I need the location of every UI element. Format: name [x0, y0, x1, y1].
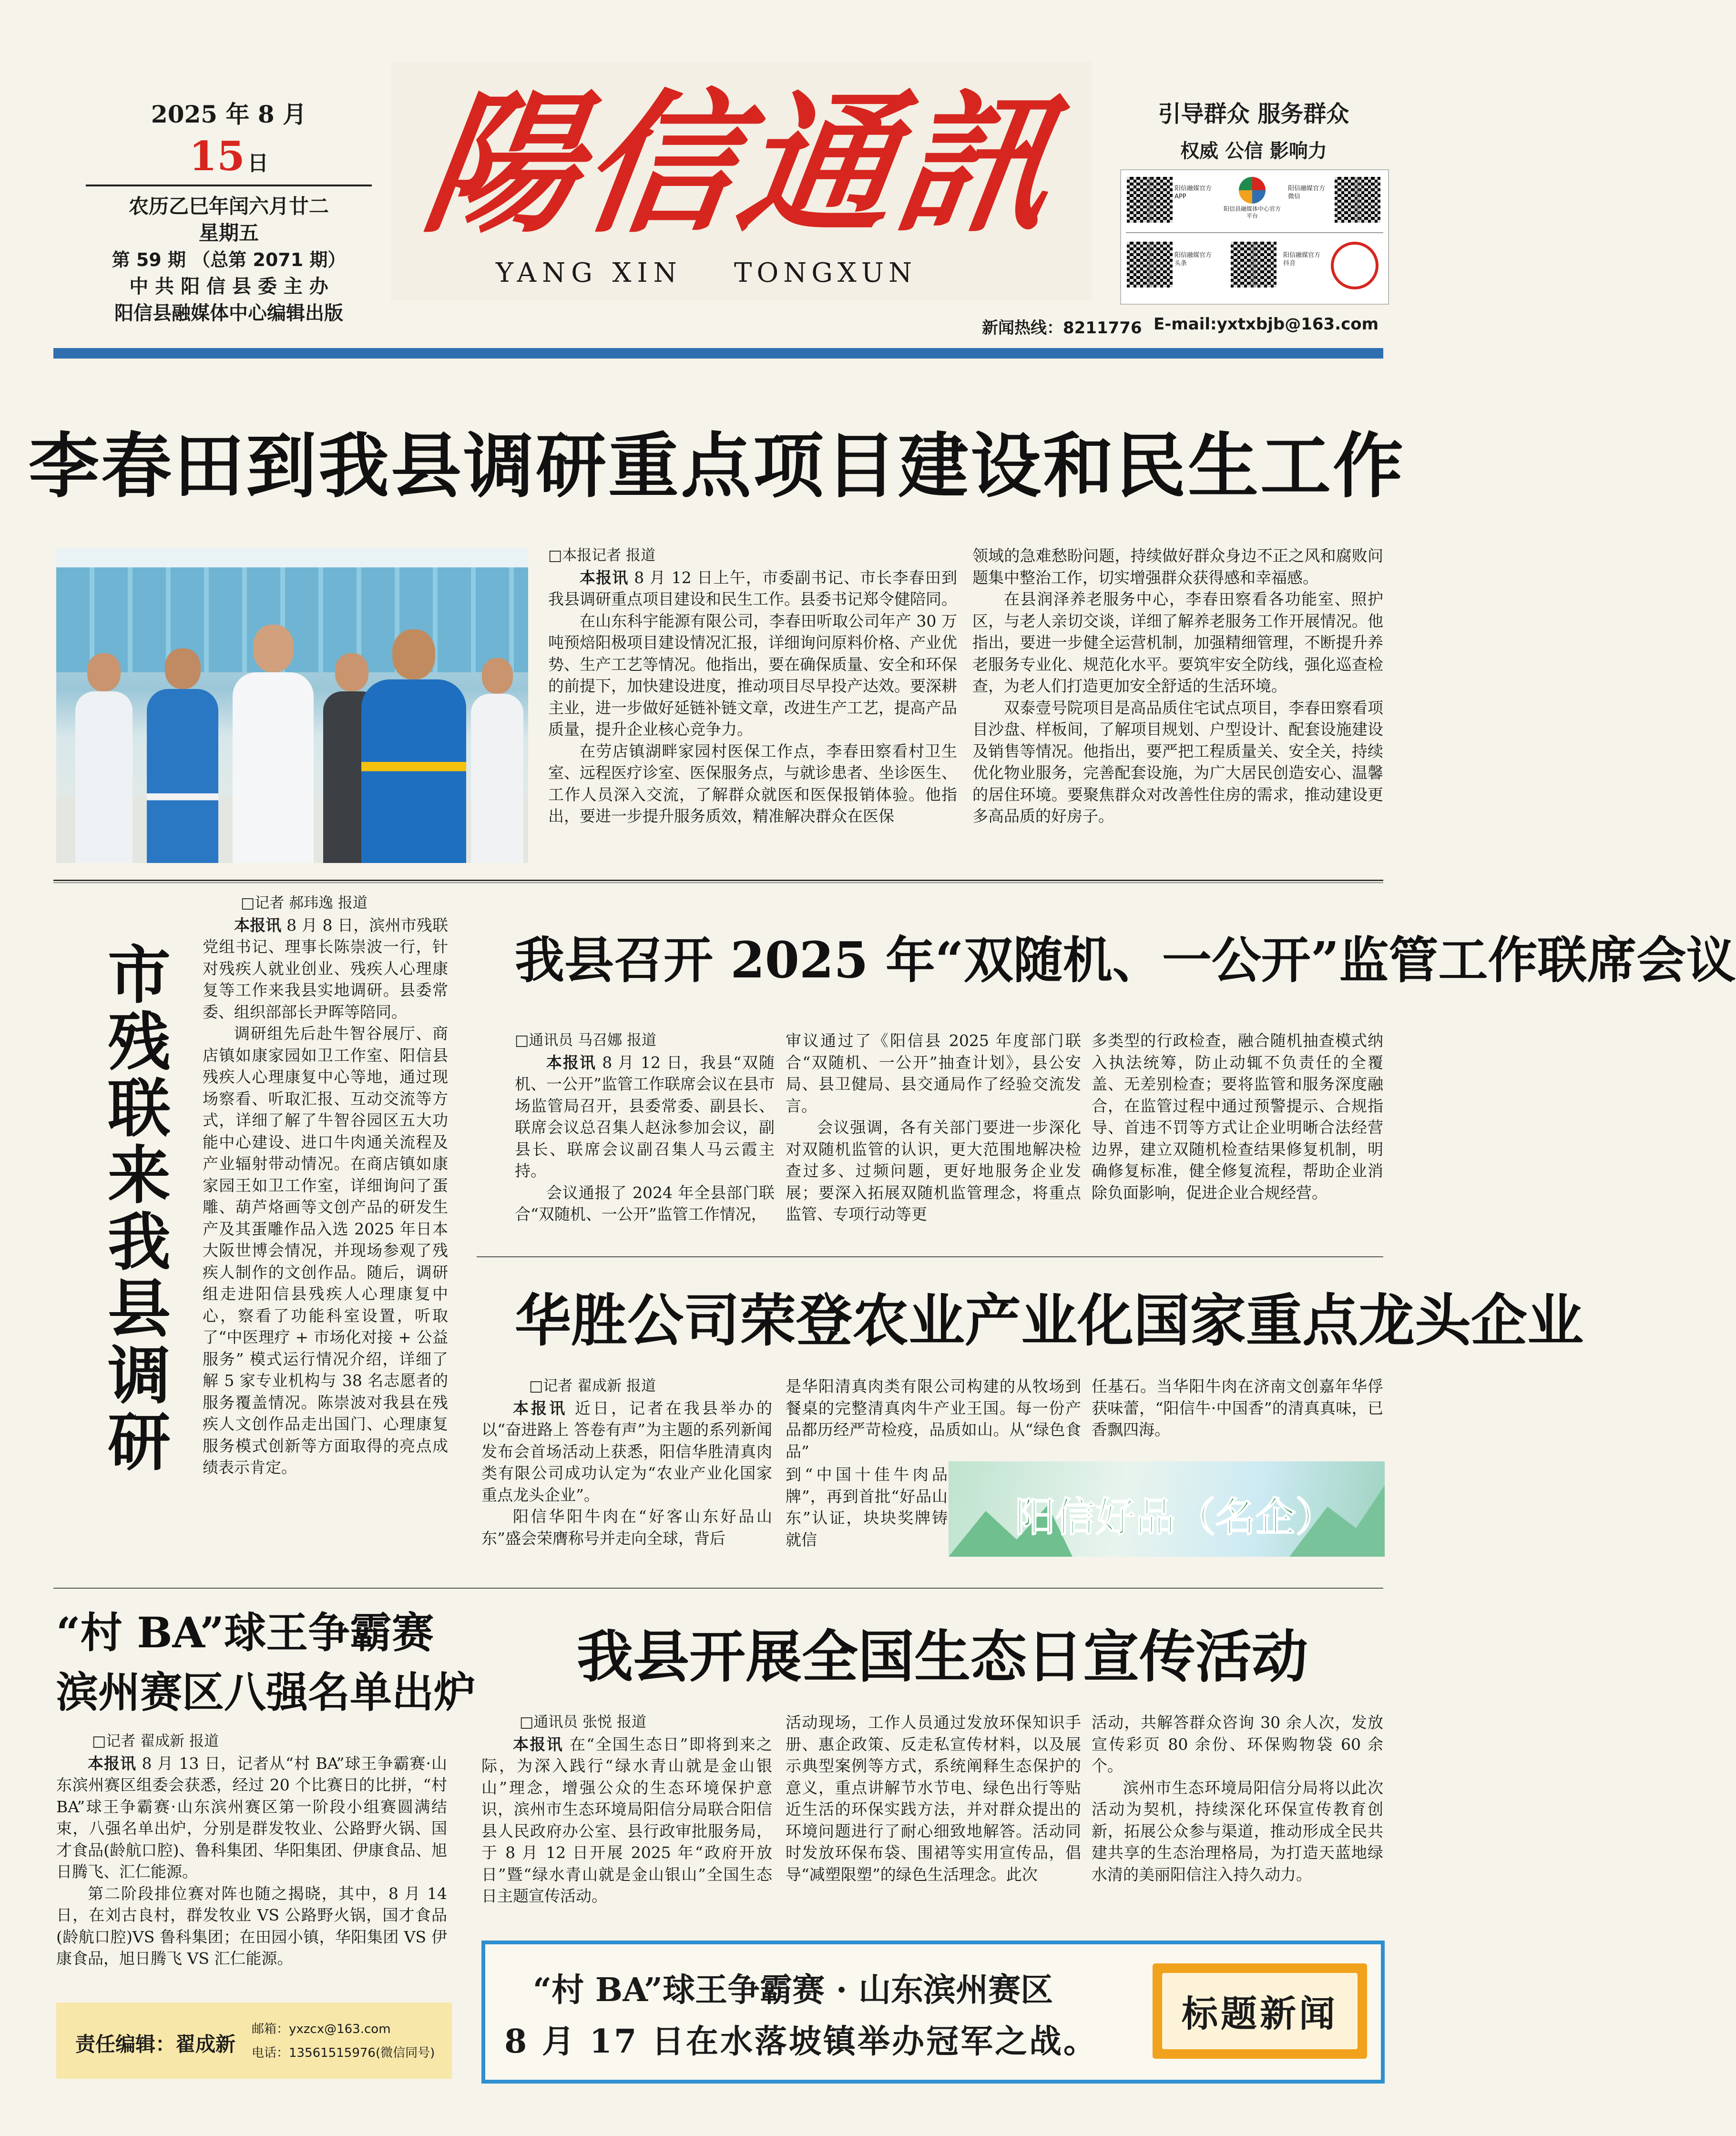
paragraph: 调研组先后赴牛智谷展厅、商店镇如康家园如卫工作室、阳信县残疾人心理康复中心等地，通过现场察看、听取汇报、互动交流等方式，详细了解了牛智谷园区五大功能中心建设、进口牛肉通关流程及产业辐射带动情况。在商店镇如康家园王如卫工作室，详细询问了蛋雕、葫芦烙画等文创产品的研发生产及其蛋雕作品入选 2025 年日本大阪世博会情况，并现场参观了残疾人制作的文创作品。随后，调研组走进阳信县残疾人心理康复中心，察看了功能科室设置，听取了“中医理疗 + 市场化对接 + 公益服务” 模式运行情况介绍，详细了解 5 家专业机构与 38 名志愿者的服务覆盖情况。陈崇波对我县在残疾人文创作品走出国门、心理康复服务模式创新等方面取得的亮点成绩表示肯定。: [203, 1024, 448, 1477]
huasheng-column-2a: [786, 1376, 1081, 1464]
slogan-2: 权威 公信 影响力: [1180, 140, 1327, 162]
paragraph: 本报讯 在“全国生态日”即将到来之际，为深入践行“绿水青山就是金山银山”理念，增强公众的生态环境保护意识，滨州市生态环境局阳信分局联合阳信县人民政府办公室、县行政审批服务局，于 8 月 12 日开展 2025 年“政府开放日”暨“绿水青山就是金山银山”全国生态日主题宣传活动。: [481, 1735, 773, 1905]
huasheng-col2b-paras: [786, 1464, 948, 1551]
email: E-mail:yxtxbjb@163.com: [1154, 315, 1379, 334]
paragraph: 在劳店镇湖畔家园村医保工作点，李春田察看村卫生室、远程医疗诊室、医保服务点，与就诊患者、坐诊医生、工作人员深入交流，了解群众就医和医保报销体验。他指出，要进一步提升服务质效，精准解决群众在医保: [548, 741, 957, 825]
disabled-byline: □记者 郝玮逸 报道: [241, 894, 368, 912]
huasheng-column-1: [481, 1376, 772, 1571]
disabled-paras: [203, 914, 448, 1479]
paragraph: 活动，共解答群众咨询 30 余人次，发放宣传彩页 80 余份、环保购物袋 60 余个。: [1092, 1713, 1383, 1775]
cba-headline-1: “村 BA”球王争霸赛: [56, 1608, 434, 1657]
banner-title: 阳信好品（名企）: [1015, 1494, 1336, 1540]
qr-panel: [1120, 169, 1389, 305]
lead-col1-paras: [548, 567, 957, 827]
pinyin-right: TONGXUN: [734, 257, 917, 288]
eco-byline: □通讯员 张悦 报道: [520, 1714, 646, 1731]
paragraph: 阳信华阳牛肉在“好客山东好品山东”盛会荣膺称号并走向全球，背后: [481, 1507, 772, 1548]
meeting-col3-paras: [1092, 1030, 1383, 1203]
section-rule-2: [477, 1256, 1383, 1257]
cba-headline-2: 滨州赛区八强名单出炉: [56, 1667, 476, 1717]
disabled-column: [203, 893, 448, 1574]
hotline: 新闻热线：8211776: [982, 318, 1142, 338]
lunar-date: 农历乙巳年闰六月廿二: [128, 195, 329, 218]
eco-column-1: [481, 1712, 772, 1936]
meeting-column-2: [786, 1030, 1081, 1249]
photo-person-1: [75, 653, 133, 863]
paragraph: 第二阶段排位赛对阵也随之揭晓，其中，8 月 14 日，在刘古良村，群发牧业 VS 公路野火锅，国才食品(龄航口腔)VS 鲁科集团；在田园小镇，华阳集团 VS 伊康食品，旭日腾飞 VS 汇仁能源。: [56, 1884, 447, 1968]
lead-col2-paras: [972, 545, 1383, 827]
meeting-col2-paras: [786, 1030, 1081, 1225]
paragraph: 双泰壹号院项目是高品质住宅试点项目，李春田察看项目沙盘、样板间，了解项目规划、户型设计、配套设施建设及销售等情况。他指出，要严把工程质量关、安全关，持续优化物业服务，完善配套设施，为广大居民创造安心、温馨的居住环境。要聚焦群众对改善性住房的需求，推动建设更多高品质的好房子。: [972, 698, 1383, 825]
qr-code-wechat-icon: [1335, 177, 1380, 223]
huasheng-column-2b: [786, 1464, 948, 1573]
eco-col1-paras: [481, 1734, 772, 1907]
eco-col2-paras: [786, 1712, 1081, 1885]
paragraph: 在县润泽养老服务中心，李春田察看各功能室、照护区，与老人亲切交谈，详细了解养老服务工作开展情况。他指出，要进一步健全运营机制，加强精细管理，不断提升养老服务专业化、规范化水平。要筑牢安全防线，强化巡查检查，为老人们打造更加安全舒适的生活环境。: [972, 590, 1383, 695]
meeting-column-1: [515, 1030, 775, 1249]
paragraph: 会议强调，各有关部门要进一步深化对双随机监管的认识，更大范围地解决检查过多、过频问题，更好地服务企业发展；要深入拓展双随机监管理念，将重点监管、专项行动等更: [786, 1118, 1081, 1223]
huasheng-byline: □记者 翟成新 报道: [529, 1377, 656, 1395]
huasheng-headline: 华胜公司荣登农业产业化国家重点龙头企业: [515, 1287, 1584, 1354]
photo-person-3: [233, 625, 314, 863]
publisher-line-1: 中 共 阳 信 县 委 主 办: [129, 276, 328, 298]
qr-label-toutiao: 阳信融媒官方头条: [1174, 252, 1212, 267]
qr-center-label: 阳信县融媒体中心官方平台: [1223, 205, 1281, 219]
paragraph: 滨州市生态环境局阳信分局将以此次活动为契机，持续深化环保宣传教育创新，拓展公众参与渠道，推动形成全民共建共享的生态治理格局，为打造天蓝地绿水清的美丽阳信注入持久动力。: [1092, 1778, 1383, 1884]
headline-news-tag: [1153, 1963, 1367, 2059]
eco-column-2: [786, 1712, 1081, 1936]
slogan-block: [1111, 95, 1397, 163]
editor-phone: 电话：13561515976(微信同号): [252, 2046, 435, 2060]
paragraph: 领域的急难愁盼问题，持续做好群众身边不正之风和腐败问题集中整治工作，切实增强群众获得感和幸福感。: [972, 546, 1383, 587]
photo-ceiling: [56, 548, 528, 567]
lead-column-1: [548, 545, 957, 869]
paragraph: 审议通过了《阳信县 2025 年度部门联合“双随机、一公开”抽查计划》，县公安局、县卫健局、县交通局作了经验交流发言。: [786, 1031, 1081, 1115]
media-center-emblem-icon: [1239, 177, 1266, 204]
qr-label-app: 阳信融媒官方APP: [1174, 185, 1212, 200]
paragraph: 本报讯 8 月 8 日，滨州市残联党组书记、理事长陈崇波一行，针对残疾人就业创业、残疾人心理康复等工作来我县实地调研。县委常委、组织部部长尹晖等陪同。: [203, 915, 449, 1021]
photo-person-5: [361, 629, 466, 863]
section-rule-3: [53, 1588, 1383, 1589]
qr-code-toutiao-icon: [1127, 242, 1173, 288]
qr-label-douyin: 阳信融媒官方抖音: [1283, 252, 1321, 267]
lead-column-2: [972, 545, 1383, 869]
headline-news-line-2: 8 月 17 日在水落坡镇举办冠军之战。: [504, 2023, 1098, 2061]
photo-person-6: [471, 658, 523, 863]
publisher-line-2: 阳信县融媒体中心编辑出版: [114, 302, 343, 324]
lead-headline: 李春田到我县调研重点项目建设和民生工作: [29, 425, 1405, 507]
huasheng-column-3: [1092, 1376, 1383, 1452]
weekday: 星期五: [198, 221, 259, 245]
paragraph: 到“中国十佳牛肉品牌”，再到首批“好品山东”认证，块块奖牌铸就信: [786, 1465, 948, 1549]
cba-column: [56, 1731, 447, 2002]
issue-number: 第 59 期 （总第 2071 期）: [112, 249, 346, 270]
qr-code-app-icon: [1127, 177, 1173, 223]
media-center-logo-icon: [1221, 177, 1283, 225]
disabled-headline: 市残联来我县调研: [97, 942, 171, 1476]
huasheng-col3-paras: [1092, 1376, 1383, 1441]
qr-label-wechat: 阳信融媒官方微信: [1288, 185, 1326, 200]
lead-byline: □本报记者 报道: [548, 547, 656, 564]
day-line: [86, 133, 372, 180]
huasheng-col2a-paras: [786, 1376, 1081, 1462]
editor-credit: 责任编辑：翟成新: [75, 2033, 236, 2056]
photo-person-2: [147, 648, 218, 863]
date-line: 2025 年 8 月: [151, 100, 307, 128]
paragraph: 本报讯 近日，记者在我县举办的以“奋进路上 答卷有声”为主题的系列新闻发布会首场活动上获悉，阳信华胜清真肉类有限公司成功认定为“农业产业化国家重点龙头企业”。: [481, 1398, 772, 1504]
cba-paras: [56, 1753, 447, 1970]
paragraph: 在山东科宇能源有限公司，李春田听取公司年产 30 万吨预焙阳极项目建设情况汇报，详细询问原料价格、产业优势、生产工艺等情况。他指出，要在确保质量、安全和环保的前提下，加快建设进度，推动项目尽早投产达效。要深耕主业，进一步做好延链补链文章，改进生产工艺，提高产品质量，提升企业核心竞争力。: [548, 611, 957, 739]
cba-byline: □记者 翟成新 报道: [92, 1733, 219, 1750]
masthead-logo-panel: [391, 62, 1092, 300]
paragraph: 本报讯 8 月 12 日，我县“双随机、一公开”监管工作联席会议在县市场监管局召开，县委常委、副县长、联席会议总召集人赵泳参加会议，副县长、联席会议副召集人马云霞主持。: [515, 1053, 775, 1180]
paragraph: 多类型的行政检查，融合随机抽查模式纳入执法统筹，防止动辄不负责任的全覆盖、无差别检查；要将监管和服务深度融合，在监管过程中通过预警提示、合规指导、首违不罚等方式让企业明晰合法经营边界，建立双随机检查结果修复机制，明确修复标准，健全修复流程，帮助企业消除负面影响，促进企业合规经营。: [1092, 1031, 1383, 1202]
paragraph: 会议通报了 2024 年全县部门联合“双随机、一公开”监管工作情况，: [515, 1183, 775, 1223]
date-divider: [86, 185, 372, 186]
meeting-byline: □通讯员 马召娜 报道: [515, 1032, 656, 1049]
meeting-col1-paras: [515, 1052, 775, 1225]
day-number: 15: [189, 133, 245, 180]
pinyin-left: YANG XIN: [496, 257, 683, 288]
section-rule-1: [53, 880, 1383, 881]
paragraph: 本报讯 8 月 13 日，记者从“村 BA”球王争霸赛·山东滨州赛区组委会获悉，经过 20 个比赛日的比拼，“村 BA”球王争霸赛·山东滨州赛区第一阶段小组赛圆满结束，八强名单出炉，分别是群发牧业、公路野火锅、国才食品(龄航口腔)、鲁科集团、华阳集团、伊康食品、旭日腾飞、汇仁能源。: [56, 1754, 447, 1881]
eco-column-3: [1092, 1712, 1383, 1936]
good-products-banner: [949, 1461, 1385, 1557]
eco-headline: 我县开展全国生态日宣传活动: [577, 1623, 1308, 1690]
day-unit: 日: [247, 151, 269, 175]
paragraph: 活动现场，工作人员通过发放环保知识手册、惠企政策、反走私宣传材料，以及展示典型案例等方式，系统阐释生态保护的意义，重点讲解节水节电、绿色出行等贴近生活的环保实践方法，并对群众提出的环境问题进行了耐心细致地解答。活动同时发放环保布袋、围裙等实用宣传品，倡导“减塑限塑”的绿色生活理念。此次: [786, 1713, 1081, 1884]
headline-news-line-1: “村 BA”球王争霸赛 · 山东滨州赛区: [533, 1971, 1053, 2009]
headline-news-tag-text: 标题新闻: [1182, 1992, 1338, 2035]
date-block: [86, 95, 372, 327]
eco-col3-paras: [1092, 1712, 1383, 1885]
headline-news-box: [481, 1941, 1385, 2084]
meeting-column-3: [1092, 1030, 1383, 1249]
slogan: 引导群众 服务群众: [1158, 101, 1349, 127]
meeting-headline: 我县召开 2025 年“双随机、一公开”监管工作联席会议: [515, 931, 1736, 989]
qr-code-douyin-icon: [1231, 242, 1276, 288]
paragraph: 是华阳清真肉类有限公司构建的从牧场到餐桌的完整清真肉牛产业王国。每一份产品都历经严苛检疫，品质如山。从“绿色食品”: [786, 1377, 1081, 1461]
qr-divider: [1126, 232, 1383, 233]
masthead-rule: [53, 348, 1383, 359]
paragraph: 任基石。当华阳牛肉在济南文创嘉年华俘获味蕾，“阳信牛·中国香”的清真真味，已香飘四海。: [1092, 1377, 1383, 1439]
lead-photo: [56, 548, 528, 863]
editor-mailbox: 邮箱：yxzcx@163.com: [252, 2022, 391, 2036]
paragraph: 本报讯 8 月 12 日上午，市委副书记、市长李春田到我县调研重点项目建设和民生工作。县委书记郑令健陪同。: [548, 568, 957, 608]
huasheng-col1-paras: [481, 1397, 772, 1550]
editor-bar: [56, 2002, 452, 2079]
round-logo-icon: [1331, 242, 1379, 289]
masthead-logo: 陽信通訊: [414, 75, 1069, 254]
